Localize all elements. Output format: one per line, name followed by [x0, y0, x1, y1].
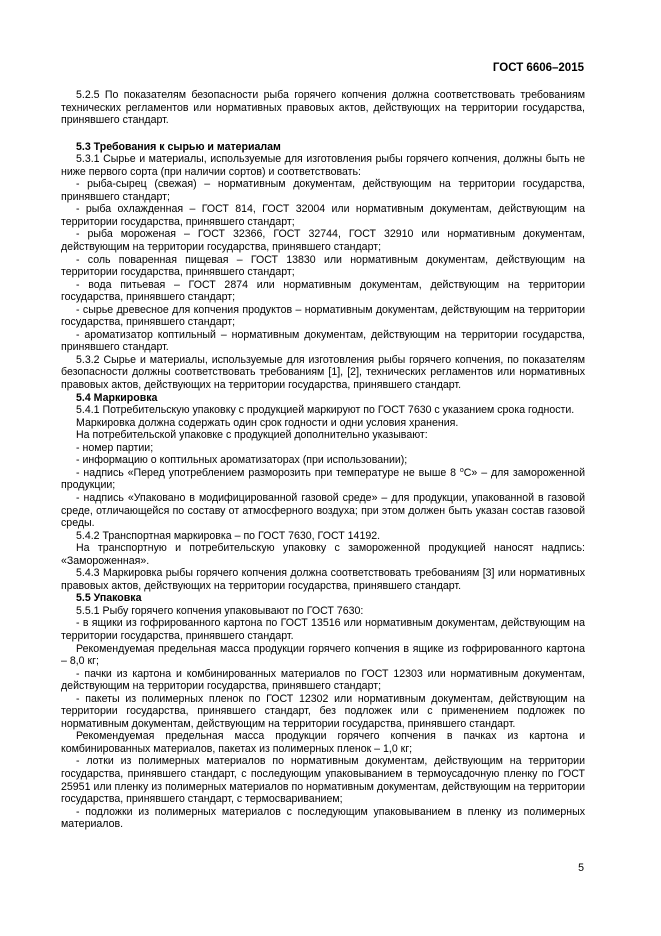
section-heading-5-4: 5.4 Маркировка: [76, 391, 158, 404]
list-item-frozen-label: [61, 467, 585, 492]
paragraph: 5.3.1 Сырье и материалы, используемые для изготовления рыбы горячего копчения, должны быть не ниже первого сорта (при наличии сортов) и соответствовать:: [61, 153, 585, 178]
paragraph: 5.4.3 Маркировка рыбы горячего копчения должна соответствовать требованиям [3] или нормативных правовых актов, действующих на территории государства, принявшего стандарт.: [61, 567, 585, 592]
list-item: - сырье древесное для копчения продуктов – нормативным документам, действующим на территории государства, принявшего стандарт;: [61, 303, 585, 329]
degree-text-before: - надпись «Перед употреблением разморозить при температуре не выше 8: [76, 466, 460, 479]
list-item: - в ящики из гофрированного картона по ГОСТ 13516 или нормативным документам, действующим на территории государства, принявшего стандарт.: [61, 617, 585, 642]
list-item: - рыба мороженая – ГОСТ 32366, ГОСТ 32744, ГОСТ 32910 или нормативным документам, действующим на территории государства, принявшего стандарт;: [61, 228, 585, 254]
list-item: - ароматизатор коптильный – нормативным документам, действующим на территории государства, принявшего стандарт.: [61, 328, 585, 354]
list-item: - рыба-сырец (свежая) – нормативным документам, действующим на территории государства, принявшего стандарт;: [61, 178, 585, 203]
list-item: - вода питьевая – ГОСТ 2874 или нормативным документам, действующим на территории государства, принявшего стандарт;: [61, 278, 585, 304]
paragraph: 5.3.2 Сырье и материалы, используемые для изготовления рыбы горячего копчения, по показателям безопасности должны соответствовать требованиям [1], [2], технических регламентов или нормативных правовых актов, действующих на территории государства, принявшего стандарт.: [61, 353, 585, 392]
paragraph: Рекомендуемая предельная масса продукции горячего копчения в ящике из гофрированного картона – 8,0 кг;: [61, 642, 585, 668]
paragraph: На транспортную и потребительскую упаковку с замороженной продукцией наносят надпись: «Замороженная».: [61, 542, 585, 567]
list-item: - соль поваренная пищевая – ГОСТ 13830 или нормативным документам, действующим на территории государства, принявшего стандарт;: [61, 253, 585, 279]
list-item: - пакеты из полимерных пленок по ГОСТ 12302 или нормативным документам, действующим на территории государства, принявшего стандарт, без подложек или с применением подложек по нормативным документам, действующим на территории государства, принявшего стандарт.: [61, 692, 585, 730]
degree-symbol: о: [459, 466, 464, 474]
page-number: 5: [578, 862, 584, 874]
section-heading-5-5: 5.5 Упаковка: [76, 592, 142, 605]
list-item: - рыба охлажденная – ГОСТ 814, ГОСТ 32004 или нормативным документам, действующим на территории государства, принявшего стандарт;: [61, 203, 585, 228]
degree-text-after: С» – для замороженной продукции;: [61, 466, 585, 492]
list-item: - лотки из полимерных материалов по нормативным документам, действующим на территории государства, принявшего стандарт, с последующим упаковыванием в термоусадочную пленку по ГОСТ 25951 или пленку из полимерных материалов по нормативным документам, действующим на территории государства, принявшего стандарт, с термосвариванием;: [61, 755, 585, 806]
document-body: [61, 89, 585, 831]
page-header-standard-code: ГОСТ 6606–2015: [492, 62, 584, 74]
list-item: - пачки из картона и комбинированных материалов по ГОСТ 12303 или нормативным документам, действующим на территории государства, принявшего стандарт;: [61, 667, 585, 693]
paragraph: Маркировка должна содержать один срок годности и одни условия хранения.: [76, 416, 459, 429]
paragraph: Рекомендуемая предельная масса продукции горячего копчения в пачках из картона и комбинированных материалов, пакетах из полимерных пленок – 1,0 кг;: [61, 730, 585, 755]
section-heading-5-3: 5.3 Требования к сырью и материалам: [76, 140, 281, 153]
paragraph: 5.4.1 Потребительскую упаковку с продукцией маркируют по ГОСТ 7630 с указанием срока годности.: [76, 404, 575, 417]
paragraph: 5.4.2 Транспортная маркировка – по ГОСТ 7630, ГОСТ 14192.: [76, 529, 381, 542]
section-gap: [61, 127, 585, 141]
paragraph: На потребительской упаковке с продукцией дополнительно указывают:: [76, 429, 428, 442]
paragraph: 5.5.1 Рыбу горячего копчения упаковывают по ГОСТ 7630:: [76, 604, 364, 617]
list-item: - надпись «Упаковано в модифицированной газовой среде» – для продукции, упакованной в газовой среде, отличающейся по составу от атмосферного воздуха; при этом должен быть указан состав газовой среды.: [61, 491, 585, 530]
paragraph-5-2-5: 5.2.5 По показателям безопасности рыба горячего копчения должна соответствовать требованиям технических регламентов или нормативных правовых актов, действующих на территории государства, принявшего стандарт.: [61, 89, 585, 127]
list-item: - подложки из полимерных материалов с последующим упаковыванием в пленку из полимерных материалов.: [61, 805, 585, 831]
list-item: - информацию о коптильных ароматизаторах (при использовании);: [76, 454, 408, 467]
list-item: - номер партии;: [76, 441, 154, 454]
